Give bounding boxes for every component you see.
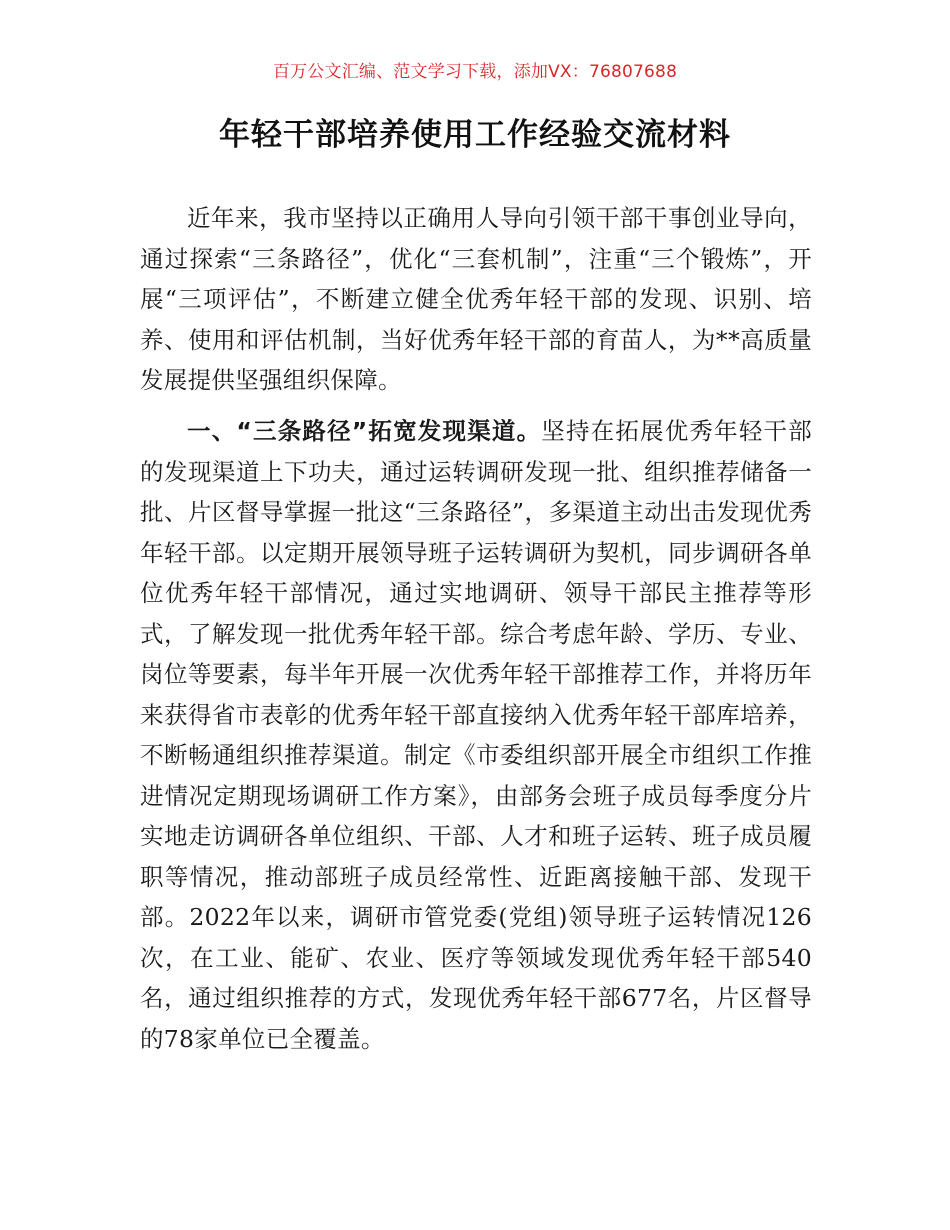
intro-paragraph: 近年来，我市坚持以正确用人导向引领干部干事创业导向，通过探索“三条路径”，优化“三套机制”，注重“三个锻炼”，开展“三项评估”，不断建立健全优秀年轻干部的发现、识别、培养、使用和评估机制，当好优秀年轻干部的育苗人，为**高质量发展提供坚强组织保障。	[140, 204, 812, 394]
section-1-paragraph	[140, 411, 812, 1059]
document-title: 年轻干部培养使用工作经验交流材料	[219, 117, 731, 153]
header-note: 百万公文汇编、范文学习下载，添加VX：76807688	[272, 62, 678, 82]
section-1-body: 坚持在拓展优秀年轻干部的发现渠道上下功夫，通过运转调研发现一批、组织推荐储备一批、片区督导掌握一批这“三条路径”，多渠道主动出击发现优秀年轻干部。以定期开展领导班子运转调研为契机，同步调研各单位优秀年轻干部情况，通过实地调研、领导干部民主推荐等形式，了解发现一批优秀年轻干部。综合考虑年龄、学历、专业、岗位等要素，每半年开展一次优秀年轻干部推荐工作，并将历年来获得省市表彰的优秀年轻干部直接纳入优秀年轻干部库培养，不断畅通组织推荐渠道。制定《市委组织部开展全市组织工作推进情况定期现场调研工作方案》，由部务会班子成员每季度分片实地走访调研各单位组织、干部、人才和班子运转、班子成员履职等情况，推动部班子成员经常性、近距离接触干部、发现干部。2022年以来，调研市管党委(党组)领导班子运转情况126次，在工业、能矿、农业、医疗等领域发现优秀年轻干部540名，通过组织推荐的方式，发现优秀年轻干部677名，片区督导的78家单位已全覆盖。	[140, 417, 812, 1053]
section-1-heading: 一、“三条路径”拓宽发现渠道。	[187, 417, 542, 445]
